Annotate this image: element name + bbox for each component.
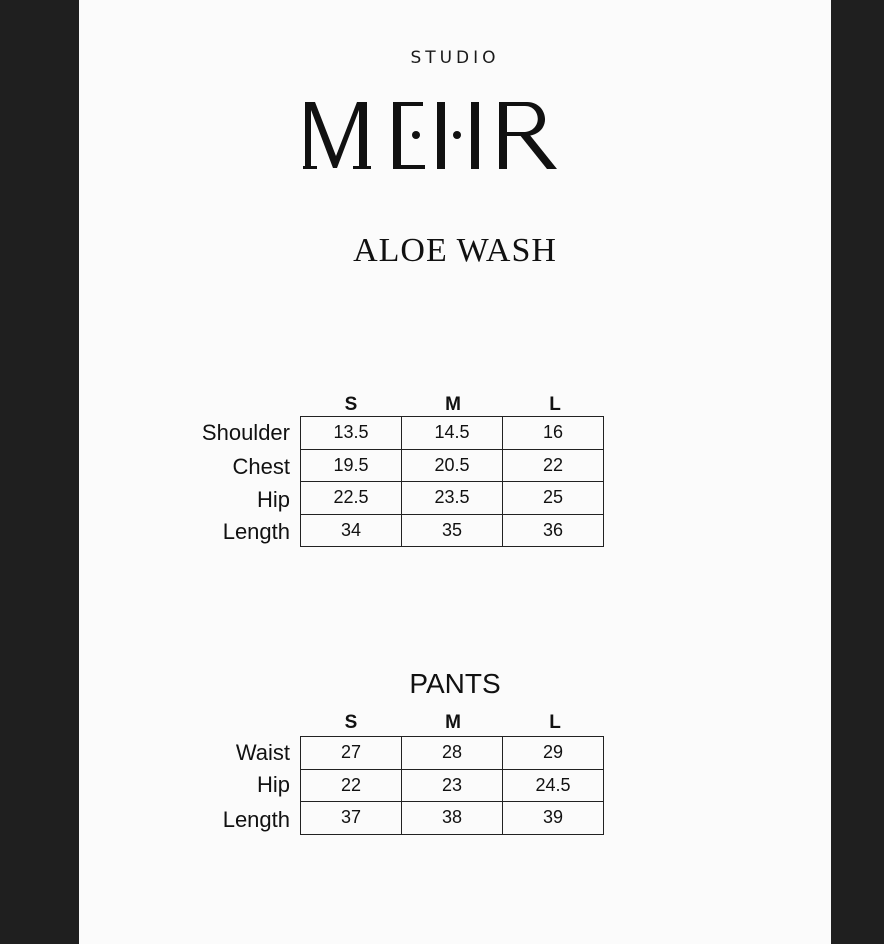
pants-measurements-table: [300, 736, 604, 835]
brand-studio-label: STUDIO: [410, 48, 500, 68]
pants-size-header-m: M: [445, 712, 461, 733]
table-cell: 14.5: [402, 417, 503, 450]
table-cell: 39: [503, 802, 604, 835]
table-row: [301, 417, 604, 450]
table-row: [301, 737, 604, 770]
table-cell: 22: [503, 449, 604, 482]
table-cell: 29: [503, 737, 604, 770]
table-cell: 25: [503, 482, 604, 515]
row-label-length: Length: [222, 519, 290, 544]
pants-title: PANTS: [409, 668, 501, 699]
table-cell: 36: [503, 514, 604, 547]
top-measurements-table: [300, 416, 604, 547]
table-cell: 27: [301, 737, 402, 770]
size-header-l: L: [549, 394, 561, 415]
table-cell: 20.5: [402, 449, 503, 482]
table-cell: 23: [402, 769, 503, 802]
size-chart-page: [79, 0, 831, 944]
table-cell: 34: [301, 514, 402, 547]
pants-size-header-l: L: [549, 712, 561, 733]
table-cell: 16: [503, 417, 604, 450]
row-label-pants-length: Length: [222, 807, 290, 832]
table-cell: 13.5: [301, 417, 402, 450]
row-label-hip: Hip: [256, 487, 290, 512]
row-label-shoulder: Shoulder: [201, 420, 290, 445]
table-cell: 23.5: [402, 482, 503, 515]
table-row: [301, 482, 604, 515]
pants-size-header-s: S: [344, 712, 358, 733]
table-cell: 19.5: [301, 449, 402, 482]
table-cell: 28: [402, 737, 503, 770]
brand-logo: [303, 96, 593, 176]
table-cell: 35: [402, 514, 503, 547]
table-cell: 38: [402, 802, 503, 835]
table-row: [301, 802, 604, 835]
table-row: [301, 514, 604, 547]
row-label-pants-hip: Hip: [256, 772, 290, 797]
table-row: [301, 449, 604, 482]
table-cell: 37: [301, 802, 402, 835]
table-cell: 22.5: [301, 482, 402, 515]
row-label-chest: Chest: [232, 454, 290, 479]
table-row: [301, 769, 604, 802]
table-cell: 22: [301, 769, 402, 802]
row-label-waist: Waist: [235, 740, 290, 765]
size-header-s: S: [344, 394, 358, 415]
size-header-m: M: [445, 394, 461, 415]
collection-title: ALOE WASH: [353, 232, 557, 269]
table-cell: 24.5: [503, 769, 604, 802]
